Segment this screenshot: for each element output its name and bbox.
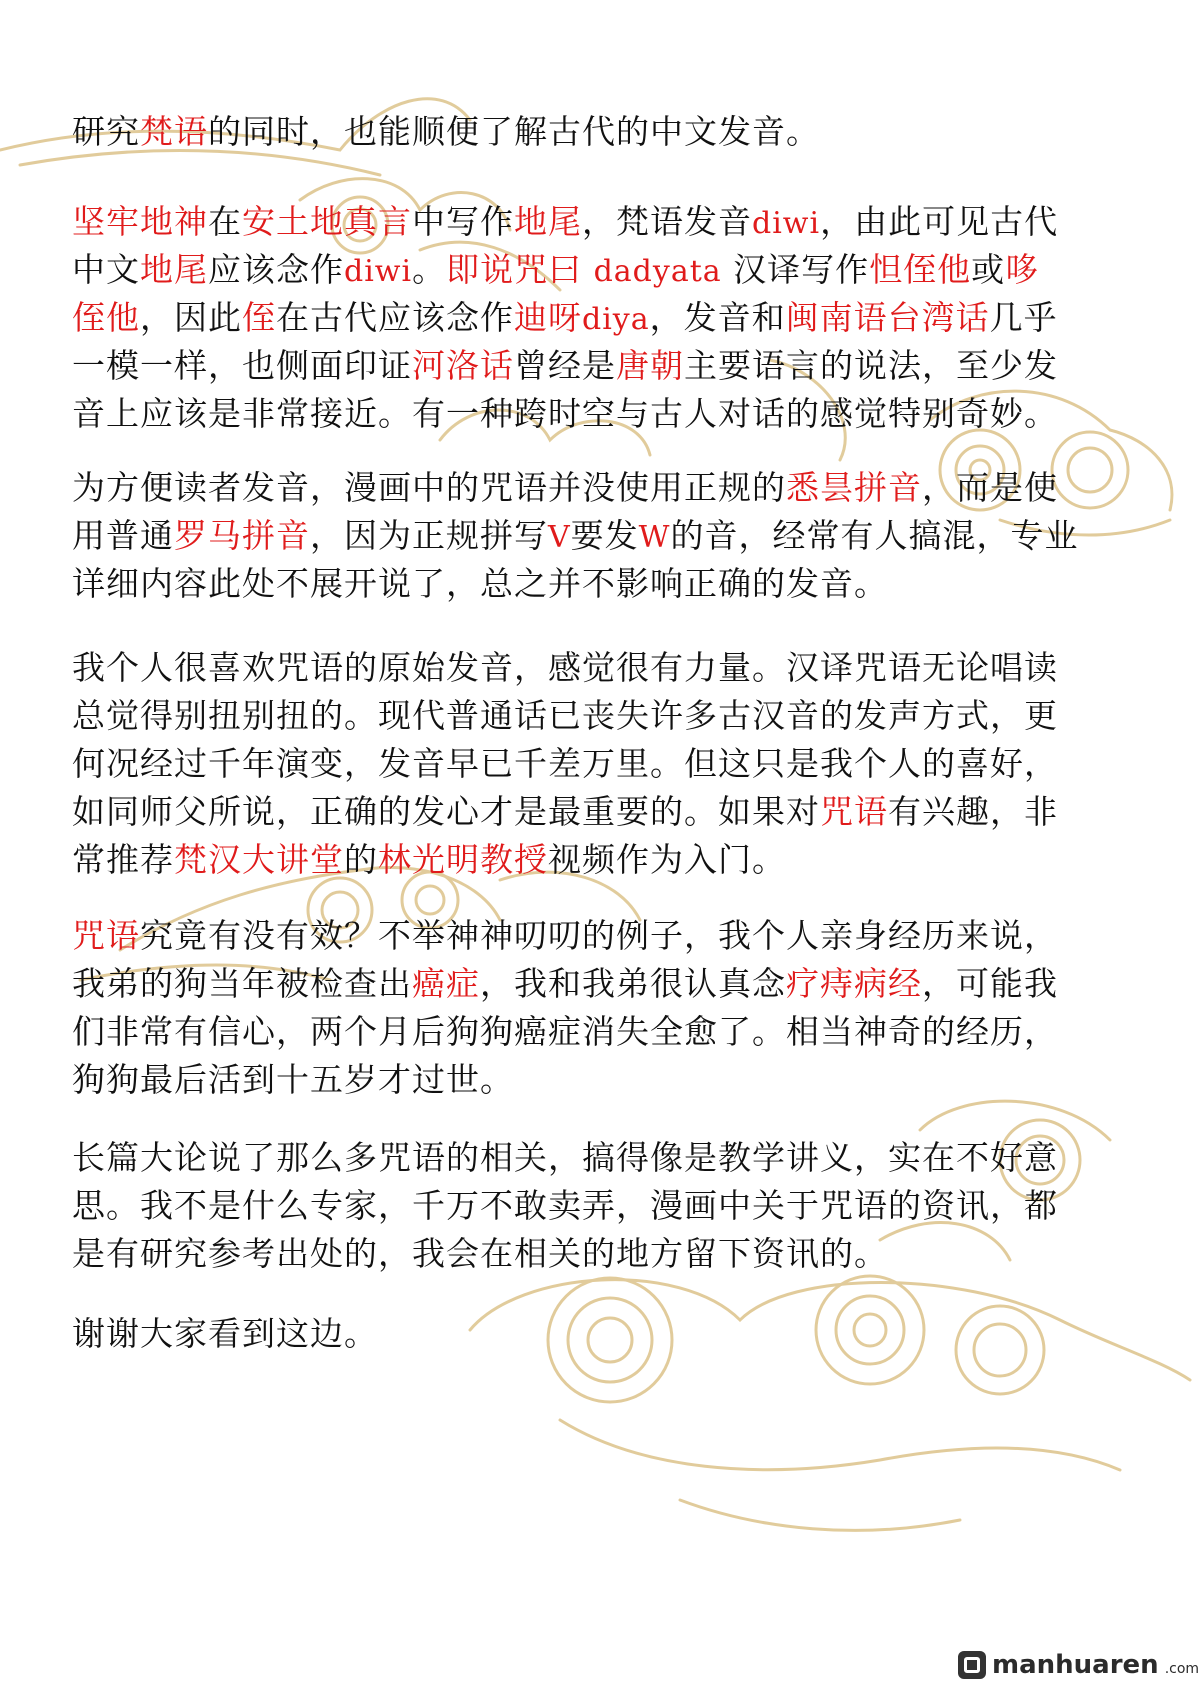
text-segment: 详细内容此处不展开说了，总之并不影响正确的发音。 xyxy=(72,564,888,603)
highlighted-term: 地尾 xyxy=(514,202,582,241)
highlighted-term: 梵汉大讲堂 xyxy=(174,840,344,879)
highlighted-term: diya xyxy=(582,302,650,337)
text-segment: 总觉得别扭别扭的。现代普通话已丧失许多古汉音的发声方式，更 xyxy=(72,696,1058,735)
text-segment: 用普通 xyxy=(72,516,174,555)
highlighted-term: 哆 xyxy=(1005,250,1040,289)
text-line xyxy=(72,342,1142,390)
text-line xyxy=(72,1134,1142,1182)
text-segment: 研究 xyxy=(72,112,140,151)
text-line xyxy=(72,390,1142,438)
paragraph xyxy=(72,108,1142,156)
site-watermark xyxy=(958,1650,1199,1680)
text-segment: 的音，经常有人搞混，专业 xyxy=(670,516,1079,555)
highlighted-term: 安土地真言 xyxy=(242,202,412,241)
highlighted-term: V xyxy=(548,520,571,555)
highlighted-term: 罗马拼音 xyxy=(174,516,310,555)
paragraph xyxy=(72,464,1142,608)
text-segment: 的同时，也能顺便了解古代的中文发音。 xyxy=(208,112,820,151)
paragraph xyxy=(72,912,1142,1104)
text-line xyxy=(72,960,1142,1008)
highlighted-term: 咒语 xyxy=(72,916,140,955)
text-segment: 中写作 xyxy=(412,202,514,241)
text-segment: 或 xyxy=(971,250,1006,289)
highlighted-term: 怛侄他 xyxy=(869,250,972,289)
text-segment: 在 xyxy=(208,202,242,241)
highlighted-term: 侄 xyxy=(242,298,276,337)
text-segment: 长篇大论说了那么多咒语的相关，搞得像是教学讲义，实在不好意 xyxy=(72,1138,1058,1177)
text-line xyxy=(72,512,1142,560)
text-segment: 一模一样，也侧面印证 xyxy=(72,346,412,385)
text-segment: 狗狗最后活到十五岁才过世。 xyxy=(72,1060,514,1099)
text-line xyxy=(72,1182,1142,1230)
text-segment: 应该念作 xyxy=(208,250,344,289)
highlighted-term: 唐朝 xyxy=(616,346,684,385)
text-segment: ，我和我弟很认真念 xyxy=(480,964,786,1003)
text-segment: 视频作为入门。 xyxy=(548,840,786,879)
highlighted-term: 坚牢地神 xyxy=(72,202,208,241)
text-segment: 究竟有没有效？不举神神叨叨的例子，我个人亲身经历来说， xyxy=(140,916,1058,955)
text-segment: 主要语言的说法，至少发 xyxy=(684,346,1058,385)
paragraph xyxy=(72,198,1142,438)
text-segment: 中文 xyxy=(72,250,140,289)
highlighted-term: 地尾 xyxy=(140,250,208,289)
text-segment: 。 xyxy=(412,250,447,289)
text-line xyxy=(72,108,1142,156)
text-segment: 音上应该是非常接近。有一种跨时空与古人对话的感觉特别奇妙。 xyxy=(72,394,1058,433)
highlighted-term: diwi xyxy=(344,254,413,289)
text-segment: 几乎 xyxy=(989,298,1058,337)
highlighted-term: 迪呀 xyxy=(514,298,582,337)
watermark-brand: manhuaren xyxy=(992,1650,1159,1680)
highlighted-term: 梵语 xyxy=(140,112,208,151)
highlighted-term: 即说咒曰 xyxy=(446,250,594,289)
highlighted-term: W xyxy=(638,520,671,555)
text-line xyxy=(72,246,1142,294)
text-segment: 有兴趣，非 xyxy=(888,792,1058,831)
paragraph xyxy=(72,1134,1142,1278)
text-line xyxy=(72,560,1142,608)
highlighted-term: diwi xyxy=(752,206,821,241)
text-segment: 我个人很喜欢咒语的原始发音，感觉很有力量。汉译咒语无论唱读 xyxy=(72,648,1058,687)
highlighted-term: 河洛话 xyxy=(412,346,514,385)
text-segment: ，因为正规拼写 xyxy=(310,516,548,555)
text-segment: ，由此可见古代 xyxy=(820,202,1059,241)
text-segment: 常推荐 xyxy=(72,840,174,879)
text-segment: 的 xyxy=(344,840,378,879)
text-line xyxy=(72,740,1142,788)
text-segment: 思。我不是什么专家，千万不敢卖弄，漫画中关于咒语的资讯，都 xyxy=(72,1186,1058,1225)
text-line xyxy=(72,644,1142,692)
text-segment: 何况经过千年演变，发音早已千差万里。但这只是我个人的喜好， xyxy=(72,744,1058,783)
highlighted-term: 咒语 xyxy=(820,792,888,831)
text-line xyxy=(72,912,1142,960)
text-segment: 在古代应该念作 xyxy=(276,298,514,337)
text-segment: 我弟的狗当年被检查出 xyxy=(72,964,412,1003)
text-segment: 曾经是 xyxy=(514,346,616,385)
paragraph xyxy=(72,1310,1142,1358)
text-line xyxy=(72,788,1142,836)
text-line xyxy=(72,1008,1142,1056)
text-segment: ，可能我 xyxy=(922,964,1058,1003)
text-line xyxy=(72,294,1142,342)
text-segment: 要发 xyxy=(570,516,639,555)
highlighted-term: 侄他 xyxy=(72,298,140,337)
watermark-domain: .com xyxy=(1164,1661,1200,1677)
text-line xyxy=(72,1230,1142,1278)
highlighted-term: 癌症 xyxy=(412,964,480,1003)
paragraph xyxy=(72,644,1142,884)
text-line xyxy=(72,1056,1142,1104)
text-segment: ，发音和 xyxy=(649,298,786,337)
text-segment: 如同师父所说，正确的发心才是最重要的。如果对 xyxy=(72,792,820,831)
text-segment: 为方便读者发音，漫画中的咒语并没使用正规的 xyxy=(72,468,786,507)
text-segment: 是有研究参考出处的，我会在相关的地方留下资讯的。 xyxy=(72,1234,888,1273)
highlighted-term: dadyata xyxy=(593,254,722,289)
text-line xyxy=(72,464,1142,512)
text-line xyxy=(72,836,1142,884)
text-segment: ，梵语发音 xyxy=(582,202,752,241)
text-segment: ，而是使 xyxy=(922,468,1058,507)
highlighted-term: 疗痔病经 xyxy=(786,964,922,1003)
text-segment: ，因此 xyxy=(140,298,242,337)
text-line xyxy=(72,1310,1142,1358)
text-segment: 汉译写作 xyxy=(721,250,870,289)
text-line xyxy=(72,198,1142,246)
manhuaren-logo-icon xyxy=(958,1651,986,1679)
highlighted-term: 悉昙拼音 xyxy=(786,468,922,507)
text-segment: 谢谢大家看到这边。 xyxy=(72,1314,378,1353)
text-line xyxy=(72,692,1142,740)
text-segment: 们非常有信心，两个月后狗狗癌症消失全愈了。相当神奇的经历， xyxy=(72,1012,1058,1051)
highlighted-term: 闽南语台湾话 xyxy=(785,298,990,337)
highlighted-term: 林光明教授 xyxy=(378,840,548,879)
